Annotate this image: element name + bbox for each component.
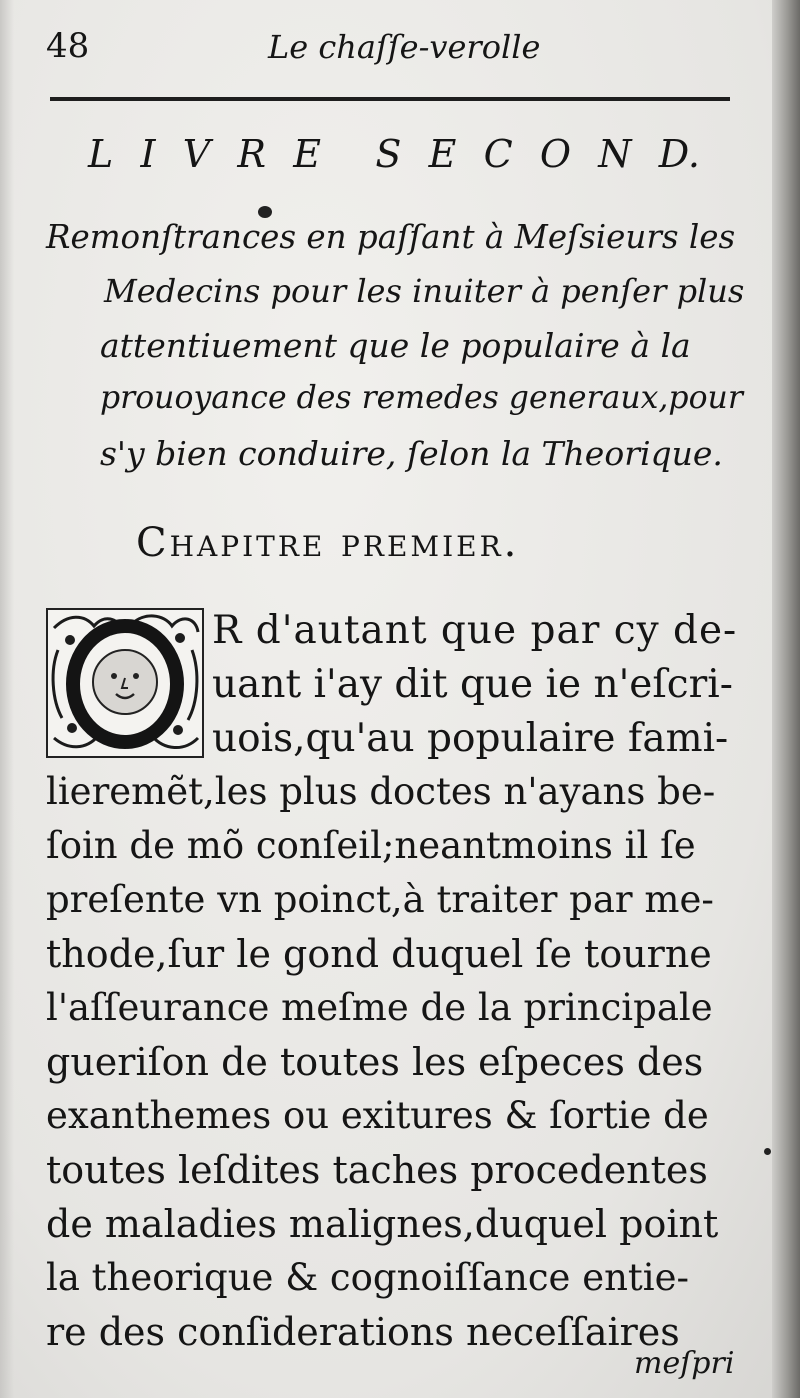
summary-line: s'y bien conduire, ſelon la Theorique. — [100, 434, 723, 473]
body-line: gueriſon de toutes les eſpeces des — [46, 1040, 704, 1084]
ornament-face-icon — [48, 610, 202, 756]
summary-line: Medecins pour les inuiter à penſer plus — [104, 272, 745, 310]
body-line: R d'autant que par cy de- — [212, 608, 738, 653]
running-title: Le chaſſe-verolle — [268, 28, 541, 66]
book-heading — [88, 132, 700, 176]
body-line: exanthemes ou exitures & ſortie de — [46, 1094, 709, 1137]
book-heading-letter: L — [88, 132, 114, 176]
book-heading-letter: C — [483, 132, 513, 176]
running-header — [46, 26, 736, 76]
book-heading-letter: V — [182, 132, 211, 176]
body-line: uois,qu'au populaire fami- — [212, 716, 729, 761]
book-heading-letter: D. — [658, 132, 700, 176]
body-line: toutes leſdites taches procedentes — [46, 1148, 708, 1192]
summary-line: attentiuement que le populaire à la — [100, 326, 691, 365]
summary-line: prouoyance des remedes generaux,pour — [100, 380, 743, 416]
book-heading-letter: O — [539, 132, 572, 176]
body-line: uant i'ay dit que ie n'eſcri- — [212, 662, 733, 707]
body-line: l'aſſeurance meſme de la principale — [46, 986, 713, 1029]
book-gutter — [772, 0, 800, 1398]
decorated-initial — [46, 608, 204, 758]
body-line: re des conſiderations neceſſaires — [46, 1310, 680, 1354]
body-line: la theorique & cognoiſſance entie- — [46, 1256, 690, 1299]
page-edge-shadow — [0, 0, 14, 1398]
ink-blot — [258, 206, 272, 218]
header-rule — [50, 97, 730, 101]
summary-line: Remonſtrances en paſſant à Meſsieurs les — [46, 218, 736, 256]
book-heading-letter: R — [237, 132, 266, 176]
book-heading-letter: I — [140, 132, 156, 176]
book-heading-letter: S — [375, 132, 402, 176]
body-line: ſoin de mõ conſeil;neantmoins il ſe — [46, 824, 696, 867]
initial-letter: O — [125, 684, 126, 685]
page-number: 48 — [46, 26, 90, 66]
body-line: lieremẽt,les plus doctes n'ayans be- — [46, 770, 716, 813]
body-line: thode,ſur le gond duquel ſe tourne — [46, 932, 712, 976]
ink-speck — [764, 1148, 771, 1155]
body-line: preſente vn poinct,à traiter par me- — [46, 878, 714, 921]
book-heading-letter: E — [428, 132, 457, 176]
catchword: meſpri — [634, 1346, 735, 1381]
body-line: de maladies malignes,duquel point — [46, 1202, 719, 1246]
book-heading-letter: N — [598, 132, 632, 176]
chapter-title: Chapitre premier. — [136, 520, 520, 566]
book-heading-letter: E — [293, 132, 321, 176]
